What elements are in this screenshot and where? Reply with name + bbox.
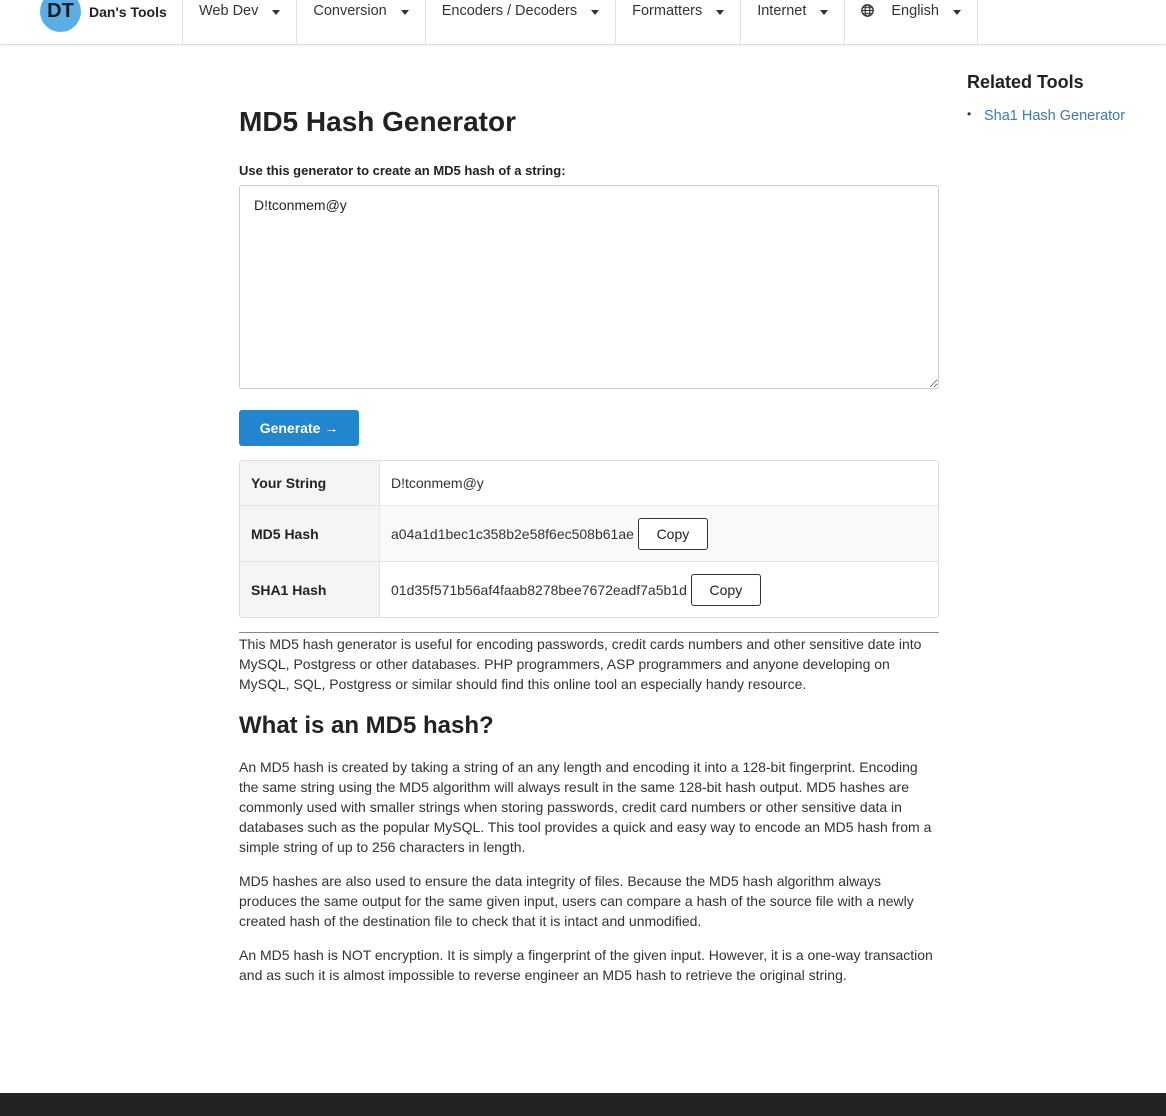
caret-down-icon xyxy=(272,10,280,15)
string-input[interactable] xyxy=(239,185,939,389)
paragraph: An MD5 hash is created by taking a string of an any length and encoding it into a 128-bit fingerprint. Encoding the same string using the MD5 algorithm will always result in the same 128-bit hash output. MD5 hashes are commonly used with smaller strings when storing passwords, credit card numbers or other sensitive data in databases such as the popular MySQL. This tool provides a quick and easy way to encode an MD5 hash from a simple string of up to 256 characters in length. xyxy=(239,759,932,855)
nav-item-label: Internet xyxy=(757,3,807,19)
row-value: 01d35f571b56af4faab8278bee7672eadf7a5b1d xyxy=(391,581,687,598)
main-content xyxy=(239,100,939,985)
nav-item-label: Web Dev xyxy=(199,3,259,19)
copy-sha1-button[interactable]: Copy xyxy=(691,574,761,606)
related-tool-link[interactable]: • Sha1 Hash Generator xyxy=(967,108,1157,124)
md5-hash-value xyxy=(380,506,938,561)
input-label: Use this generator to create an MD5 hash of a string: xyxy=(239,163,566,178)
intro-paragraph: This MD5 hash generator is useful for encoding passwords, credit cards numbers and other sensitive date into MySQL, Postgress or other databases. PHP programmers, ASP programmers and anyone developing on MySQL, SQL, Postgress or similar should find this online tool an especially handy resource. xyxy=(239,636,922,692)
language-label: English xyxy=(891,3,939,19)
row-label: SHA1 Hash xyxy=(240,562,380,617)
caret-down-icon xyxy=(401,10,409,15)
footer xyxy=(0,1093,1166,1116)
related-tools-sidebar xyxy=(967,72,1157,124)
brand-logo: DT xyxy=(40,0,81,32)
nav-item-conversion[interactable] xyxy=(296,0,424,45)
page-title: MD5 Hash Generator xyxy=(239,106,516,137)
results-table xyxy=(239,460,939,618)
section-heading: What is an MD5 hash? xyxy=(239,712,494,739)
caret-down-icon xyxy=(953,10,961,15)
copy-md5-button[interactable]: Copy xyxy=(638,518,708,550)
globe-icon xyxy=(861,4,874,17)
related-tools-list xyxy=(967,108,1157,124)
nav-menu xyxy=(182,0,978,45)
language-selector[interactable] xyxy=(844,0,978,45)
nav-item-encoders-decoders[interactable] xyxy=(425,0,615,45)
caret-down-icon xyxy=(716,10,724,15)
row-value: D!tconmem@y xyxy=(391,475,484,491)
sha1-hash-value xyxy=(380,562,938,617)
nav-item-formatters[interactable] xyxy=(615,0,740,45)
your-string-value xyxy=(380,461,938,505)
caret-down-icon xyxy=(820,10,828,15)
paragraph: An MD5 hash is NOT encryption. It is simply a fingerprint of the given input. However, it is a one-way transaction and as such it is almost impossible to reverse engineer an MD5 hash to retrieve the original string. xyxy=(239,947,933,983)
caret-down-icon xyxy=(591,10,599,15)
brand-link[interactable] xyxy=(40,0,167,32)
row-label: MD5 Hash xyxy=(240,506,380,561)
table-row xyxy=(240,505,938,561)
row-value: a04a1d1bec1c358b2e58f6ec508b61ae xyxy=(391,525,634,542)
sidebar-title: Related Tools xyxy=(967,72,1084,92)
nav-item-label: Conversion xyxy=(313,3,387,19)
generate-button[interactable]: Generate → xyxy=(239,410,359,446)
brand-name: Dan's Tools xyxy=(89,4,167,20)
table-row xyxy=(240,561,938,617)
table-row xyxy=(240,461,938,505)
row-label: Your String xyxy=(240,461,380,505)
nav-item-internet[interactable] xyxy=(740,0,844,45)
divider xyxy=(239,632,939,633)
nav-item-web-dev[interactable] xyxy=(182,0,296,45)
paragraph: MD5 hashes are also used to ensure the data integrity of files. Because the MD5 hash algorithm always produces the same output for the same given input, users can compare a hash of the source file with a newly created hash of the destination file to check that it is intact and unmodified. xyxy=(239,873,914,929)
nav-item-label: Formatters xyxy=(632,3,703,19)
nav-item-label: Encoders / Decoders xyxy=(441,3,578,19)
top-navbar xyxy=(0,0,1166,45)
